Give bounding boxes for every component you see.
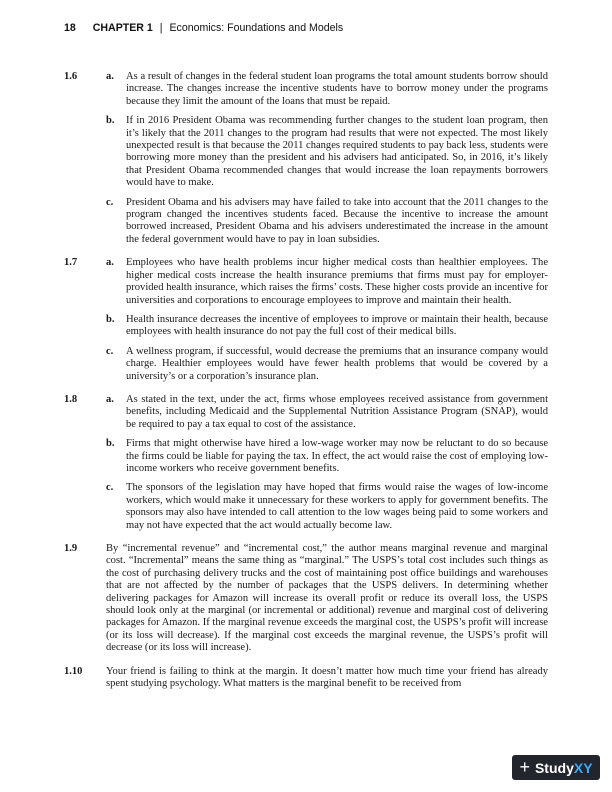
problem-1-6: [64, 71, 548, 246]
problem-1-10: [64, 666, 548, 691]
part-label: c.: [106, 196, 114, 208]
part-label: c.: [106, 482, 114, 494]
studyxy-logo: [512, 755, 600, 780]
problem-part: [106, 71, 548, 108]
answer-content: [64, 71, 548, 701]
part-label: b.: [106, 438, 115, 450]
page-header: [64, 22, 343, 34]
problem-part: [106, 115, 548, 189]
problem-part: [106, 346, 548, 383]
part-label: a.: [106, 71, 114, 82]
part-label: b.: [106, 313, 115, 325]
header-separator: |: [159, 22, 163, 34]
part-label: a.: [106, 257, 114, 269]
problem-number: 1.9: [64, 543, 78, 554]
part-text: Health insurance decreases the incentive of employees to improve or maintain their health, because employees with health insurance do not pay the full cost of their medical bills.: [126, 313, 548, 338]
part-text: As stated in the text, under the act, firms whose employees received assistance from government benefits, including Medicaid and the Supplemental Nutrition Assistance Program (SNAP), would be required to pay a tax equal to cost of the assistance.: [126, 393, 548, 430]
problem-number: 1.7: [64, 257, 78, 269]
problem-1-7: [64, 257, 548, 383]
chapter-title: Economics: Foundations and Models: [169, 22, 344, 34]
part-text: Firms that might otherwise have hired a low-wage worker may now be reluctant to do so because the firms could be liable for paying the tax. In effect, the act would raise the cost of employing low-income workers who receive government benefits.: [126, 438, 548, 474]
part-text: As a result of changes in the federal student loan programs the total amount students borrow should increase. The changes increase the incentive students have to borrow money under the programs because they limit the amount of the loans that must be repaid.: [126, 71, 548, 107]
problem-part: [106, 197, 548, 247]
problem-part: [106, 394, 548, 431]
problem-text: By “incremental revenue” and “incremental cost,” the author means marginal revenue and marginal cost. “Incremental” means the same thing as “marginal.” The USPS’s total cost includes such things as the cost of purchasing delivery trucks and the cost of maintaining post office buildings and warehouses that are not affected by the number of packages that the USPS delivers. In determining whether delivering packages for Amazon will increase its overall profit or reduce its overall loss, the USPS should look only at the marginal (or incremental or additional) revenue and marginal cost of delivering packages for Amazon. If the marginal revenue exceeds the marginal cost, the USPS’s profit will increase (or its loss will decrease). If the marginal cost exceeds the marginal revenue, the USPS’s profit will decrease (or its loss will increase).: [106, 543, 548, 654]
page-number: 18: [64, 22, 76, 34]
problem-number: 1.8: [64, 393, 78, 405]
brand-name-main: Study: [534, 759, 574, 776]
part-label: a.: [106, 393, 114, 405]
brand-name-accent: XY: [573, 759, 593, 776]
problem-1-8: [64, 394, 548, 532]
problem-part: [106, 482, 548, 532]
problem-part: [106, 314, 548, 339]
problem-number: 1.6: [64, 71, 78, 82]
part-text: A wellness program, if successful, would decrease the premiums that an insurance company would charge. Healthier employees would have fewer health problems that would be covered by a university’s or a corporation’s insurance plan.: [126, 345, 548, 382]
problem-text: Your friend is failing to think at the margin. It doesn’t matter how much time your friend has already spent studying psychology. What matters is the marginal benefit to be received from: [106, 665, 548, 690]
part-text: The sponsors of the legislation may have hoped that firms would raise the wages of low-income workers, which would make it unnecessary for these workers to apply for government benefits. The sponsors may also have intended to call attention to the low wages being paid to some workers and may not have expected that the act would actually become law.: [126, 482, 548, 531]
part-text: Employees who have health problems incur higher medical costs than healthier employees. The higher medical costs increase the health insurance premiums that firms must pay for employer-provided health insurance, which raises the firms’ costs. These higher costs provide an incentive for universities and corporations to encourage employees to improve and maintain their health.: [126, 257, 548, 306]
plus-icon: +: [519, 756, 530, 777]
chapter-label: CHAPTER 1: [92, 22, 153, 34]
part-text: If in 2016 President Obama was recommending further changes to the student loan program, then it’s likely that the 2011 changes to the program had results that were not expected. The most likely unexpected result is that because the 2011 changes required students to pay back less, students were borrowing more money than the president and his advisers had anticipated. So, in 2016, it’s likely that President Obama recommended changes that would increase the loan repayments borrowers would have to make.: [126, 115, 548, 189]
problem-part: [106, 438, 548, 475]
problem-number: 1.10: [64, 665, 83, 677]
part-text: President Obama and his advisers may have failed to take into account that the 2011 changes to the program changed the incentives students faced. Because the incentive to increase the amount borrowed increased, President Obama and his advisers underestimated the increase in the amount the federal government would have to pay in loan subsidies.: [126, 196, 548, 245]
part-label: b.: [106, 115, 115, 127]
problem-1-9: [64, 543, 548, 655]
problem-part: [106, 257, 548, 307]
part-label: c.: [106, 345, 114, 357]
